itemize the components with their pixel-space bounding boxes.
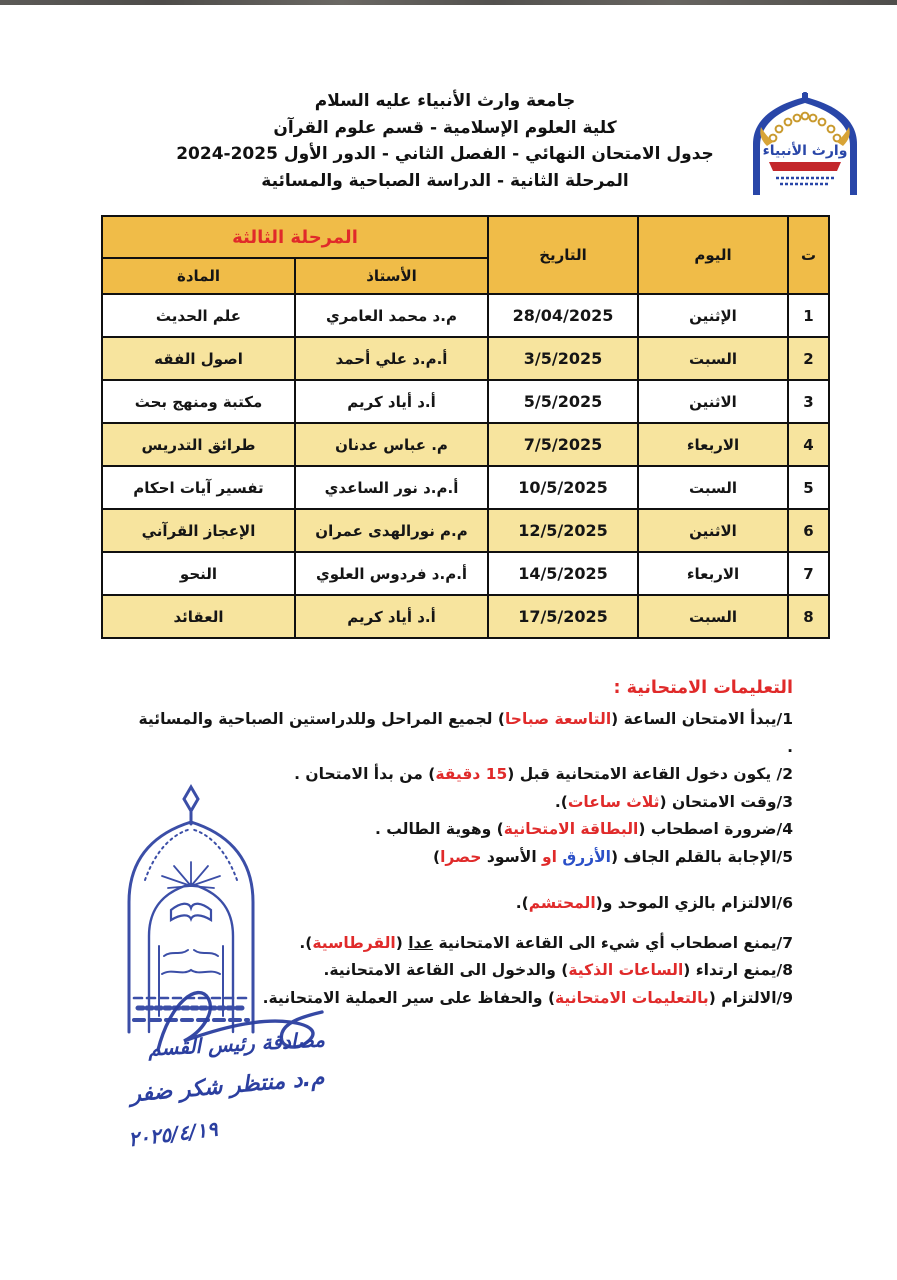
table-row [102, 552, 829, 595]
cell-date: 5/5/2025 [488, 380, 638, 423]
instruction-text: ). [299, 933, 313, 952]
cell-num: 1 [788, 294, 829, 337]
highlight-red-text: ثلاث ساعات [567, 792, 660, 811]
cell-date: 3/5/2025 [488, 337, 638, 380]
cell-date: 12/5/2025 [488, 509, 638, 552]
table-row [102, 466, 829, 509]
highlight-red-text: البطاقة الامتحانية [503, 820, 639, 838]
column-header-professor: الأستاذ [295, 258, 488, 294]
stage-study-line: المرحلة الثانية - الدراسة الصباحية والمسائية [261, 170, 629, 191]
instruction-text: 9/الالتزام ( [708, 988, 793, 1007]
instructions-title: التعليمات الامتحانية : [613, 678, 793, 698]
column-header-day: اليوم [638, 216, 788, 294]
cell-professor: أ.د أياد كريم [295, 380, 488, 423]
approver-name: م.د منتظر شكر ضفر [129, 1065, 326, 1108]
table-row [102, 423, 829, 466]
highlight-red-text: الساعات الذكية [568, 961, 684, 979]
instruction-text: 5/الإجابة بالقلم الجاف ( [610, 847, 793, 866]
instruction-text: ) [432, 847, 441, 866]
scan-top-edge [0, 0, 897, 5]
cell-subject: مكتبة ومنهج بحث [102, 380, 295, 423]
approval-date: ٢٠٢٥/٤/١٩ [126, 1116, 219, 1152]
instruction-text: 6/الالتزام بالزي الموحد و( [595, 894, 793, 912]
instruction-text: 3/وقت الامتحان ( [659, 792, 793, 811]
cell-professor: أ.م.د علي أحمد [295, 337, 488, 380]
approval-text: مصادقة رئيس القسم [147, 1027, 326, 1061]
cell-subject: طرائق التدريس [102, 423, 295, 466]
cell-num: 6 [788, 509, 829, 552]
highlight-blue-text: الأزرق [562, 847, 611, 866]
instruction-text: الأسود [481, 847, 543, 866]
schedule-title: جدول الامتحان النهائي - الفصل الثاني - الدور الأول 2025-2024 [176, 144, 714, 164]
highlight-red-text: حصرا [440, 847, 482, 866]
highlight-red-text: القرطاسية [312, 933, 396, 952]
table-row [102, 294, 829, 337]
instruction-text: ) والحفاظ على سير العملية الامتحانية. [262, 988, 556, 1007]
instruction-text: 8/يمنع ارتداء ( [683, 961, 793, 979]
cell-professor: أ.م.د نور الساعدي [295, 466, 488, 509]
cell-day: الاربعاء [638, 552, 788, 595]
instruction-text: ). [554, 792, 568, 811]
exam-table-body [102, 294, 829, 638]
highlight-red-text: او [542, 847, 557, 866]
instruction-text: 1/يبدأ الامتحان الساعة ( [611, 710, 793, 728]
table-row [102, 595, 829, 638]
table-row [102, 380, 829, 423]
table-row [102, 509, 829, 552]
university-emblem-icon [746, 92, 864, 196]
cell-date: 14/5/2025 [488, 552, 638, 595]
cell-day: الإثنين [638, 294, 788, 337]
cell-professor: م. عباس عدنان [295, 423, 488, 466]
document-header [150, 88, 740, 194]
cell-day: السبت [638, 466, 788, 509]
instruction-text: 2/ يكون دخول القاعة الامتحانية قبل ( [507, 765, 793, 783]
instruction-text: ). [515, 894, 529, 912]
logo-center-text: وارث الأنبياء [762, 143, 848, 159]
cell-subject: تفسير آيات احكام [102, 466, 295, 509]
stage-header: المرحلة الثالثة [102, 216, 488, 258]
cell-day: الاثنين [638, 509, 788, 552]
column-header-subject: المادة [102, 258, 295, 294]
cell-subject: العقائد [102, 595, 295, 638]
highlight-red-text: التاسعة صباحا [504, 710, 612, 728]
cell-num: 5 [788, 466, 829, 509]
university-logo [746, 92, 864, 196]
instruction-line [133, 706, 793, 761]
table-row [102, 337, 829, 380]
cell-day: الاربعاء [638, 423, 788, 466]
highlight-red-text: المحتشم [528, 894, 596, 912]
column-header-num: ت [788, 216, 829, 294]
cell-num: 7 [788, 552, 829, 595]
instruction-text: 7/يمنع اصطحاب أي شيء الى القاعة الامتحانية [433, 933, 793, 952]
table-header [102, 216, 829, 294]
cell-day: السبت [638, 595, 788, 638]
cell-day: السبت [638, 337, 788, 380]
college-name: كلية العلوم الإسلامية - قسم علوم القرآن [273, 117, 617, 138]
cell-date: 17/5/2025 [488, 595, 638, 638]
cell-subject: علم الحديث [102, 294, 295, 337]
cell-num: 3 [788, 380, 829, 423]
column-header-date: التاريخ [488, 216, 638, 294]
cell-subject: النحو [102, 552, 295, 595]
cell-subject: الإعجاز القرآني [102, 509, 295, 552]
cell-professor: أ.م.د فردوس العلوي [295, 552, 488, 595]
cell-subject: اصول الفقه [102, 337, 295, 380]
instruction-text: عدا [408, 933, 434, 952]
instruction-text: ) لجميع المراحل وللدراستين الصباحية والمسائية . [138, 710, 793, 756]
instruction-text: 4/ضرورة اصطحاب ( [638, 820, 793, 838]
cell-professor: م.م نورالهدى عمران [295, 509, 488, 552]
cell-date: 7/5/2025 [488, 423, 638, 466]
cell-date: 10/5/2025 [488, 466, 638, 509]
cell-date: 28/04/2025 [488, 294, 638, 337]
cell-num: 4 [788, 423, 829, 466]
instruction-text: ) من بدأ الامتحان . [294, 765, 436, 783]
cell-professor: أ.د أياد كريم [295, 595, 488, 638]
cell-num: 2 [788, 337, 829, 380]
university-name: جامعة وارث الأنبياء عليه السلام [314, 91, 576, 111]
highlight-red-text: 15 دقيقة [435, 765, 508, 783]
instruction-text: ) وهوية الطالب . [374, 820, 504, 838]
cell-num: 8 [788, 595, 829, 638]
cell-day: الاثنين [638, 380, 788, 423]
instruction-text: ) والدخول الى القاعة الامتحانية. [323, 961, 569, 979]
highlight-red-text: بالتعليمات الامتحانية [555, 988, 709, 1007]
exam-schedule-table [101, 215, 830, 639]
cell-professor: م.د محمد العامري [295, 294, 488, 337]
instruction-text: ( [395, 933, 409, 952]
